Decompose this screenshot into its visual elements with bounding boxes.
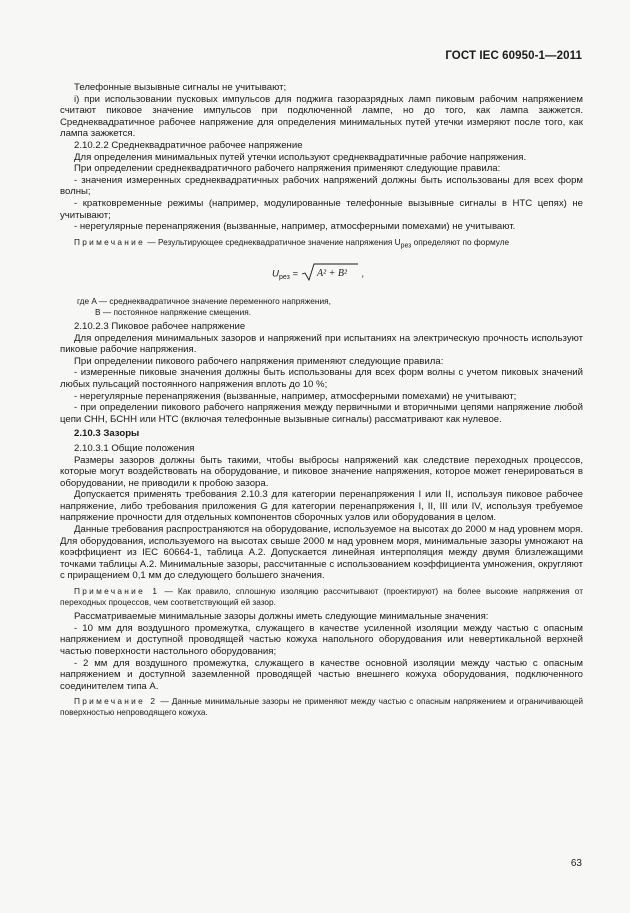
paragraph: - измеренные пиковые значения должны быть использованы для всех форм волны с учетом пиковых значений любых пульсаций постоянного напряжения вплоть до 10 %; xyxy=(60,367,583,390)
document-body xyxy=(60,82,583,718)
paragraph: - 10 мм для воздушного промежутка, служащего в качестве усиленной изоляции между частью с опасным напряжением и доступной проводящей частью кожуха напольного оборудования или невертикальной верхней частью поверхности настольного оборудования; xyxy=(60,622,583,657)
paragraph: Допускается применять требования 2.10.3 для категории перенапряжения I или II, используя пиковое рабочее напряжение, либо требования приложения G для категории перенапряжения I, II, III или IV, используя требуемое напряжение прочности для отдельных компонентов сборочных узлов или оборудования в целом. xyxy=(60,489,583,524)
note-label: Примечание 1 xyxy=(74,586,160,597)
paragraph: - кратковременные режимы (например, модулированные телефонные вызывные сигналы в НТС цепях) не учитывают; xyxy=(60,197,583,221)
sqrt-symbol xyxy=(301,262,359,286)
note-label: Примечание 2 xyxy=(74,696,158,707)
paragraph: i) при использовании пусковых импульсов для поджига газоразрядных ламп пиковым рабочим напряжением считают пиковое значение импульсов при подключенной лампе, но до того, как лампа зажжется. Среднеквадратичное рабочее напряжение для определения минимальных путей утечки измеряют после того, как лампа зажжется. xyxy=(60,93,583,140)
document-header: ГОСТ IEC 60950-1—2011 xyxy=(445,50,582,62)
paragraph: Для определения минимальных зазоров и напряжений при испытаниях на электрическую прочность используют пиковые рабочие напряжения. xyxy=(60,332,583,356)
section-heading: 2.10.2.3 Пиковое рабочее напряжение xyxy=(74,320,246,332)
paragraph: - нерегулярные перенапряжения (вызванные, например, атмосферными помехами) не учитывают. xyxy=(74,221,516,233)
paragraph: Размеры зазоров должны быть такими, чтобы выбросы напряжений как следствие переходных процессов, которые могут воздействовать на оборудование, и пиковое значение напряжения, которое может генерироваться в оборудовании, не приводили к пробою зазора. xyxy=(60,454,583,489)
paragraph: Для определения минимальных путей утечки используют среднеквадратичные рабочие напряжения. xyxy=(74,151,527,163)
note: Примечание 2 — Данные минимальные зазоры не применяют между частью с опасным напряжением и ограничивающей поверхностью непроводящего кожуха. xyxy=(60,696,583,717)
paragraph: Телефонные вызывные сигналы не учитывают; xyxy=(74,82,287,93)
paragraph: При определении пикового рабочего напряжения применяют следующие правила: xyxy=(74,355,444,367)
paragraph: - значения измеренных среднеквадратичных рабочих напряжений должны быть использованы для всех форм волны; xyxy=(60,174,583,198)
formula: $U_{рез}$ = A² + B² , xyxy=(60,260,583,286)
paragraph: - 2 мм для воздушного промежутка, служащего в качестве основной изоляции между частью с опасным напряжением и доступной заземленной проводящей частью внешнего кожуха оборудования, подключенного соединителем типа A. xyxy=(60,657,583,692)
note: Примечание — Результирующее среднеквадратичное значение напряжения $U_{рез}$ определяют по формуле xyxy=(74,236,510,250)
section-heading: 2.10.3 Зазоры xyxy=(74,428,140,440)
note: Примечание 1 — Как правило, сплошную изоляцию рассчитывают (проектируют) на более высокие напряжения от переходных процессов, чем соответствующий ей зазор. xyxy=(60,586,583,607)
note-label: Примечание xyxy=(74,236,146,247)
radicand: A² + B² xyxy=(316,267,347,279)
paragraph: Данные требования распространяются на оборудование, используемое на высотах до 2000 м над уровнем моря. Для оборудования, используемого на высотах свыше 2000 м над уровнем моря, минимальные зазоры умножают на коэффициент из IEC 60664-1, таблица A.2. Допускается линейная интерполяция между двумя близлежащими точками таблицы A.2. Минимальные зазоры, рассчитанные с использованием коэффициента умножения, округляют с приращением 0,1 мм до следующего большего значения. xyxy=(60,524,583,582)
paragraph: Рассматриваемые минимальные зазоры должны иметь следующие минимальные значения: xyxy=(74,611,489,623)
formula-legend: B — постоянное напряжение смещения. xyxy=(95,306,252,317)
section-heading: 2.10.3.1 Общие положения xyxy=(74,442,195,454)
paragraph: - при определении пикового рабочего напряжения между первичными и вторичными цепями напряжение любой цепи СНН, БСНН или НТС (включая телефонные вызывные сигналы) рассматривают как нулевое. xyxy=(60,402,583,425)
paragraph: При определении среднеквадратичного рабочего напряжения применяют следующие правила: xyxy=(74,163,501,175)
formula-legend: где A — среднеквадратичное значение переменного напряжения, xyxy=(77,295,331,306)
page-number: 63 xyxy=(570,858,582,869)
section-heading: 2.10.2.2 Среднеквадратичное рабочее напряжение xyxy=(74,139,303,151)
paragraph: - нерегулярные перенапряжения (вызванные, например, атмосферными помехами) не учитывают; xyxy=(74,390,517,402)
